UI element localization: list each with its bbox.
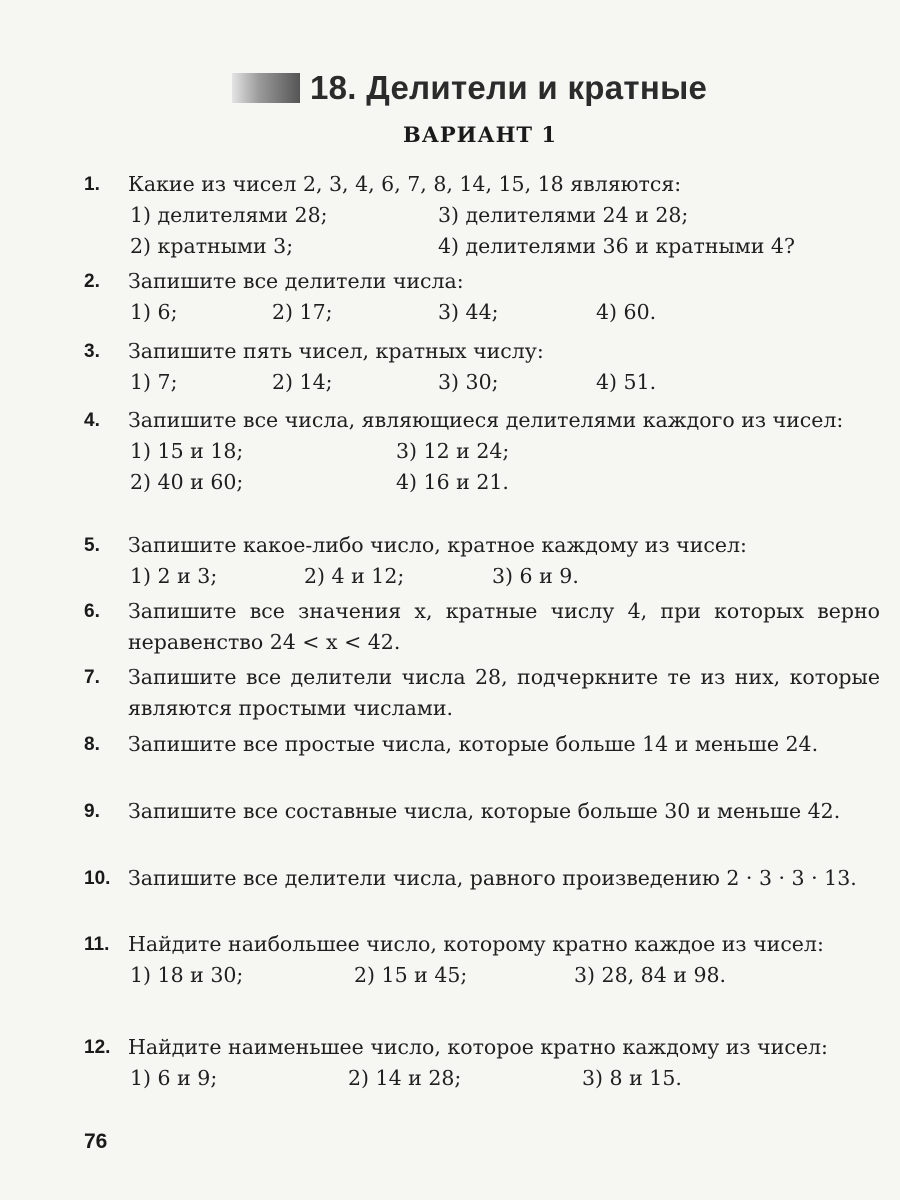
task-text: Запишите все простые числа, которые больше 14 и меньше 24. [128,732,819,756]
task-options [130,200,880,231]
task-number: 3. [84,341,100,362]
task-12 [84,1032,880,1094]
task-option: 4) 16 и 21. [396,470,509,494]
chapter-title: 18. Делители и кратные [310,69,708,106]
task-option: 4) 60. [596,300,657,324]
task-3 [84,336,880,398]
task-option: 1) 6 и 9; [130,1066,218,1090]
task-number: 7. [84,667,100,688]
task-options [130,467,880,498]
task-1 [84,169,880,262]
task-options [130,1063,880,1094]
task-text: Запишите все составные числа, которые больше 30 и меньше 42. [128,799,841,823]
task-text: Запишите все делители числа, равного произведению 2 · 3 · 3 · 13. [128,866,857,890]
task-number: 11. [84,934,110,955]
task-number: 10. [84,868,111,889]
task-options [130,297,880,328]
task-option: 1) делителями 28; [130,203,328,227]
task-option: 2) 17; [272,300,333,324]
task-option: 1) 2 и 3; [130,564,218,588]
task-option: 3) делителями 24 и 28; [438,203,689,227]
task-options [130,561,880,592]
task-text: Запишите пять чисел, кратных числу: [128,339,544,363]
chapter-marker-bar [232,73,300,103]
task-option: 2) 40 и 60; [130,470,244,494]
task-number: 1. [84,174,100,195]
task-number: 9. [84,801,100,822]
task-number: 8. [84,734,100,755]
task-text: Найдите наибольшее число, которому кратно каждое из чисел: [128,932,824,956]
task-option: 4) 51. [596,370,657,394]
task-11 [84,929,880,991]
task-options [130,367,880,398]
task-option: 3) 8 и 15. [582,1066,682,1090]
task-options [130,436,880,467]
task-option: 1) 6; [130,300,178,324]
task-text: Запишите все делители числа: [128,269,464,293]
task-option: 2) 14; [272,370,333,394]
chapter-header [232,62,707,114]
task-option: 4) делителями 36 и кратными 4? [438,234,795,258]
task-number: 4. [84,410,100,431]
task-text: Запишите все значения x, кратные числу 4, при которых верно неравенство 24 < x < 42. [128,599,880,654]
task-9 [84,796,880,827]
task-number: 5. [84,535,100,556]
task-text: Какие из чисел 2, 3, 4, 6, 7, 8, 14, 15, 18 являются: [128,172,682,196]
task-7 [84,662,880,724]
task-option: 2) кратными 3; [130,234,294,258]
task-option: 1) 18 и 30; [130,963,244,987]
task-option: 3) 28, 84 и 98. [574,963,727,987]
task-option: 3) 44; [438,300,499,324]
task-options [130,960,880,991]
task-option: 1) 7; [130,370,178,394]
task-number: 6. [84,601,100,622]
task-5 [84,530,880,592]
task-option: 2) 15 и 45; [354,963,468,987]
task-option: 3) 30; [438,370,499,394]
task-number: 2. [84,271,100,292]
variant-heading: ВАРИАНТ 1 [403,122,557,147]
task-10 [84,863,880,894]
task-option: 2) 4 и 12; [304,564,405,588]
task-text: Запишите все числа, являющиеся делителями каждого из чисел: [128,408,844,432]
task-6 [84,596,880,658]
page-number: 76 [84,1130,108,1153]
task-4 [84,405,880,498]
task-options [130,231,880,262]
task-option: 1) 15 и 18; [130,439,244,463]
task-2 [84,266,880,328]
task-text: Найдите наименьшее число, которое кратно каждому из чисел: [128,1035,828,1059]
task-option: 3) 6 и 9. [492,564,579,588]
task-option: 3) 12 и 24; [396,439,510,463]
task-text: Запишите все делители числа 28, подчеркните те из них, которые являются простыми числами. [128,665,880,720]
task-text: Запишите какое-либо число, кратное каждому из чисел: [128,533,747,557]
task-number: 12. [84,1037,111,1058]
task-8 [84,729,880,760]
task-option: 2) 14 и 28; [348,1066,462,1090]
